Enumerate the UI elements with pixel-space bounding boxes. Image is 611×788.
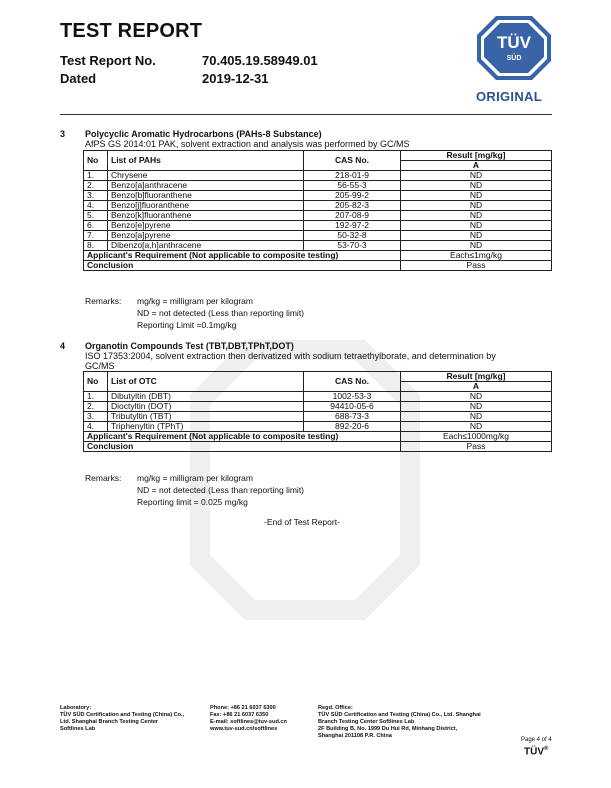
row-cas: 205-99-2 (304, 191, 401, 201)
table-row (84, 231, 552, 241)
col-name-header: List of PAHs (108, 151, 304, 171)
section-4-remark-2: ND = not detected (Less than reporting limit) (137, 485, 305, 495)
table-header-row (84, 151, 552, 161)
section-4-remark-3: Reporting limit = 0.025 mg/kg (137, 497, 248, 507)
registered-icon: ® (544, 746, 549, 752)
table-row (84, 181, 552, 191)
row-no: 7. (84, 231, 108, 241)
section-4-method-line2: GC/MS (85, 361, 115, 371)
conclusion-value: Pass (401, 261, 552, 271)
end-of-report: -End of Test Report- (264, 517, 340, 527)
requirement-value: Each≤1000mg/kg (401, 432, 552, 442)
footer-email: E-mail: softlines@tuv-sud.cn (210, 719, 287, 725)
col-no-header: No (84, 151, 108, 171)
row-name: Tributyltin (TBT) (108, 412, 304, 422)
table-row (84, 221, 552, 231)
row-name: Benzo[j]fluoranthene (108, 201, 304, 211)
requirement-value: Each≤1mg/kg (401, 251, 552, 261)
row-name: Chrysene (108, 171, 304, 181)
header-divider (60, 114, 552, 115)
row-cas: 50-32-8 (304, 231, 401, 241)
section-4-remarks-label: Remarks: (85, 473, 122, 483)
footer-website: www.tuv-sud.cn/softlines (210, 726, 278, 732)
row-cas: 94410-05-6 (304, 402, 401, 412)
requirement-label: Applicant's Requirement (Not applicable to composite testing) (84, 432, 401, 442)
section-4-number: 4 (60, 341, 66, 351)
otc-results-table (83, 371, 552, 452)
conclusion-label: Conclusion (84, 442, 401, 452)
table-row (84, 211, 552, 221)
footer-office-line: TÜV SÜD Certification and Testing (China) Co., Ltd. Shanghai (318, 712, 481, 718)
footer-tuv-logo (524, 746, 548, 757)
table-row (84, 392, 552, 402)
footer-office-label: Regd. Office: (318, 705, 353, 711)
conclusion-label: Conclusion (84, 261, 401, 271)
row-result: ND (401, 211, 552, 221)
requirement-row (84, 251, 552, 261)
logo-text-main: TÜV (497, 33, 531, 52)
row-result: ND (401, 221, 552, 231)
section-3-title: Polycyclic Aromatic Hydrocarbons (PAHs-8 Substance) (85, 129, 322, 139)
conclusion-value: Pass (401, 442, 552, 452)
row-result: ND (401, 181, 552, 191)
footer-office-block (318, 705, 481, 740)
col-sample-header: A (401, 161, 552, 171)
row-name: Benzo[e]pyrene (108, 221, 304, 231)
row-name: Benzo[a]anthracene (108, 181, 304, 191)
pah-results-table (83, 150, 552, 271)
footer-contact-block (210, 705, 287, 733)
section-3-remark-2: ND = not detected (Less than reporting limit) (137, 308, 305, 318)
row-no: 1. (84, 171, 108, 181)
row-cas: 205-82-3 (304, 201, 401, 211)
row-no: 1. (84, 392, 108, 402)
row-result: ND (401, 402, 552, 412)
footer-tuv-text: TÜV (524, 746, 544, 758)
row-cas: 56-55-3 (304, 181, 401, 191)
table-row (84, 171, 552, 181)
section-3-remarks-label: Remarks: (85, 296, 122, 306)
row-no: 8. (84, 241, 108, 251)
footer-office-line: 2F Building B, No. 1999 Du Hui Rd, Minhang District, (318, 726, 458, 732)
requirement-label: Applicant's Requirement (Not applicable to composite testing) (84, 251, 401, 261)
footer-lab-label: Laboratory: (60, 705, 92, 711)
row-name: Triphenyltin (TPhT) (108, 422, 304, 432)
table-row (84, 422, 552, 432)
dated-label: Dated (60, 71, 97, 86)
footer-lab-block (60, 705, 184, 733)
row-result: ND (401, 412, 552, 422)
footer-fax: Fax: +86 21 6037 6350 (210, 712, 269, 718)
row-name: Benzo[b]fluoranthene (108, 191, 304, 201)
dated-value: 2019-12-31 (202, 71, 269, 86)
logo-text-sub: SÜD (506, 55, 522, 62)
row-result: ND (401, 191, 552, 201)
row-no: 2. (84, 402, 108, 412)
col-result-header: Result [mg/kg] (401, 151, 552, 161)
row-name: Benzo[k]fluoranthene (108, 211, 304, 221)
row-result: ND (401, 231, 552, 241)
section-4-remark-1: mg/kg = milligram per kilogram (137, 473, 253, 483)
col-no-header: No (84, 372, 108, 392)
row-no: 5. (84, 211, 108, 221)
tuv-sud-logo (476, 15, 552, 81)
row-name: Dioctyltin (DOT) (108, 402, 304, 412)
footer-phone: Phone: +86 21 6037 6300 (210, 705, 276, 711)
section-3-remark-3: Reporting Limit =0.1mg/kg (137, 320, 237, 330)
row-cas: 53-70-3 (304, 241, 401, 251)
footer-lab-line: Ltd. Shanghai Branch Testing Center (60, 719, 159, 725)
col-cas-header: CAS No. (304, 372, 401, 392)
row-cas: 218-01-9 (304, 171, 401, 181)
row-cas: 892-20-6 (304, 422, 401, 432)
row-no: 4. (84, 422, 108, 432)
page-number: Page 4 of 4 (521, 737, 552, 743)
row-name: Dibenzo[a,h]anthracene (108, 241, 304, 251)
footer-lab-line: Softlines Lab (60, 726, 96, 732)
col-sample-header: A (401, 382, 552, 392)
col-name-header: List of OTC (108, 372, 304, 392)
conclusion-row (84, 261, 552, 271)
row-result: ND (401, 171, 552, 181)
footer-office-line: Shanghai 201108 P.R. China (318, 733, 392, 739)
row-name: Dibutyltin (DBT) (108, 392, 304, 402)
row-no: 4. (84, 201, 108, 211)
table-row (84, 191, 552, 201)
row-result: ND (401, 422, 552, 432)
col-result-header: Result [mg/kg] (401, 372, 552, 382)
conclusion-row (84, 442, 552, 452)
row-cas: 207-08-9 (304, 211, 401, 221)
original-stamp: ORIGINAL (476, 89, 542, 104)
row-result: ND (401, 241, 552, 251)
section-4-method-line1: ISO 17353:2004, solvent extraction then derivatized with sodium tetraethylborate, and determination by (85, 351, 496, 361)
row-cas: 192-97-2 (304, 221, 401, 231)
footer-office-line: Branch Testing Center Softlines Lab (318, 719, 415, 725)
row-cas: 1002-53-3 (304, 392, 401, 402)
footer-lab-line: TÜV SÜD Certification and Testing (China) Co., (60, 712, 185, 718)
table-header-row (84, 372, 552, 382)
report-no-value: 70.405.19.58949.01 (202, 53, 318, 68)
row-cas: 688-73-3 (304, 412, 401, 422)
table-row (84, 241, 552, 251)
section-3-method: AfPS GS 2014:01 PAK, solvent extraction and analysis was performed by GC/MS (85, 139, 410, 149)
row-no: 3. (84, 412, 108, 422)
table-row (84, 402, 552, 412)
col-cas-header: CAS No. (304, 151, 401, 171)
row-result: ND (401, 201, 552, 211)
table-row (84, 201, 552, 211)
row-result: ND (401, 392, 552, 402)
section-3-remark-1: mg/kg = milligram per kilogram (137, 296, 253, 306)
section-3-number: 3 (60, 129, 66, 139)
requirement-row (84, 432, 552, 442)
row-no: 6. (84, 221, 108, 231)
report-title: TEST REPORT (60, 20, 203, 42)
report-no-label: Test Report No. (60, 53, 156, 68)
row-no: 2. (84, 181, 108, 191)
section-4-title: Organotin Compounds Test (TBT,DBT,TPhT,DOT) (85, 341, 294, 351)
table-row (84, 412, 552, 422)
row-name: Benzo[a]pyrene (108, 231, 304, 241)
row-no: 3. (84, 191, 108, 201)
